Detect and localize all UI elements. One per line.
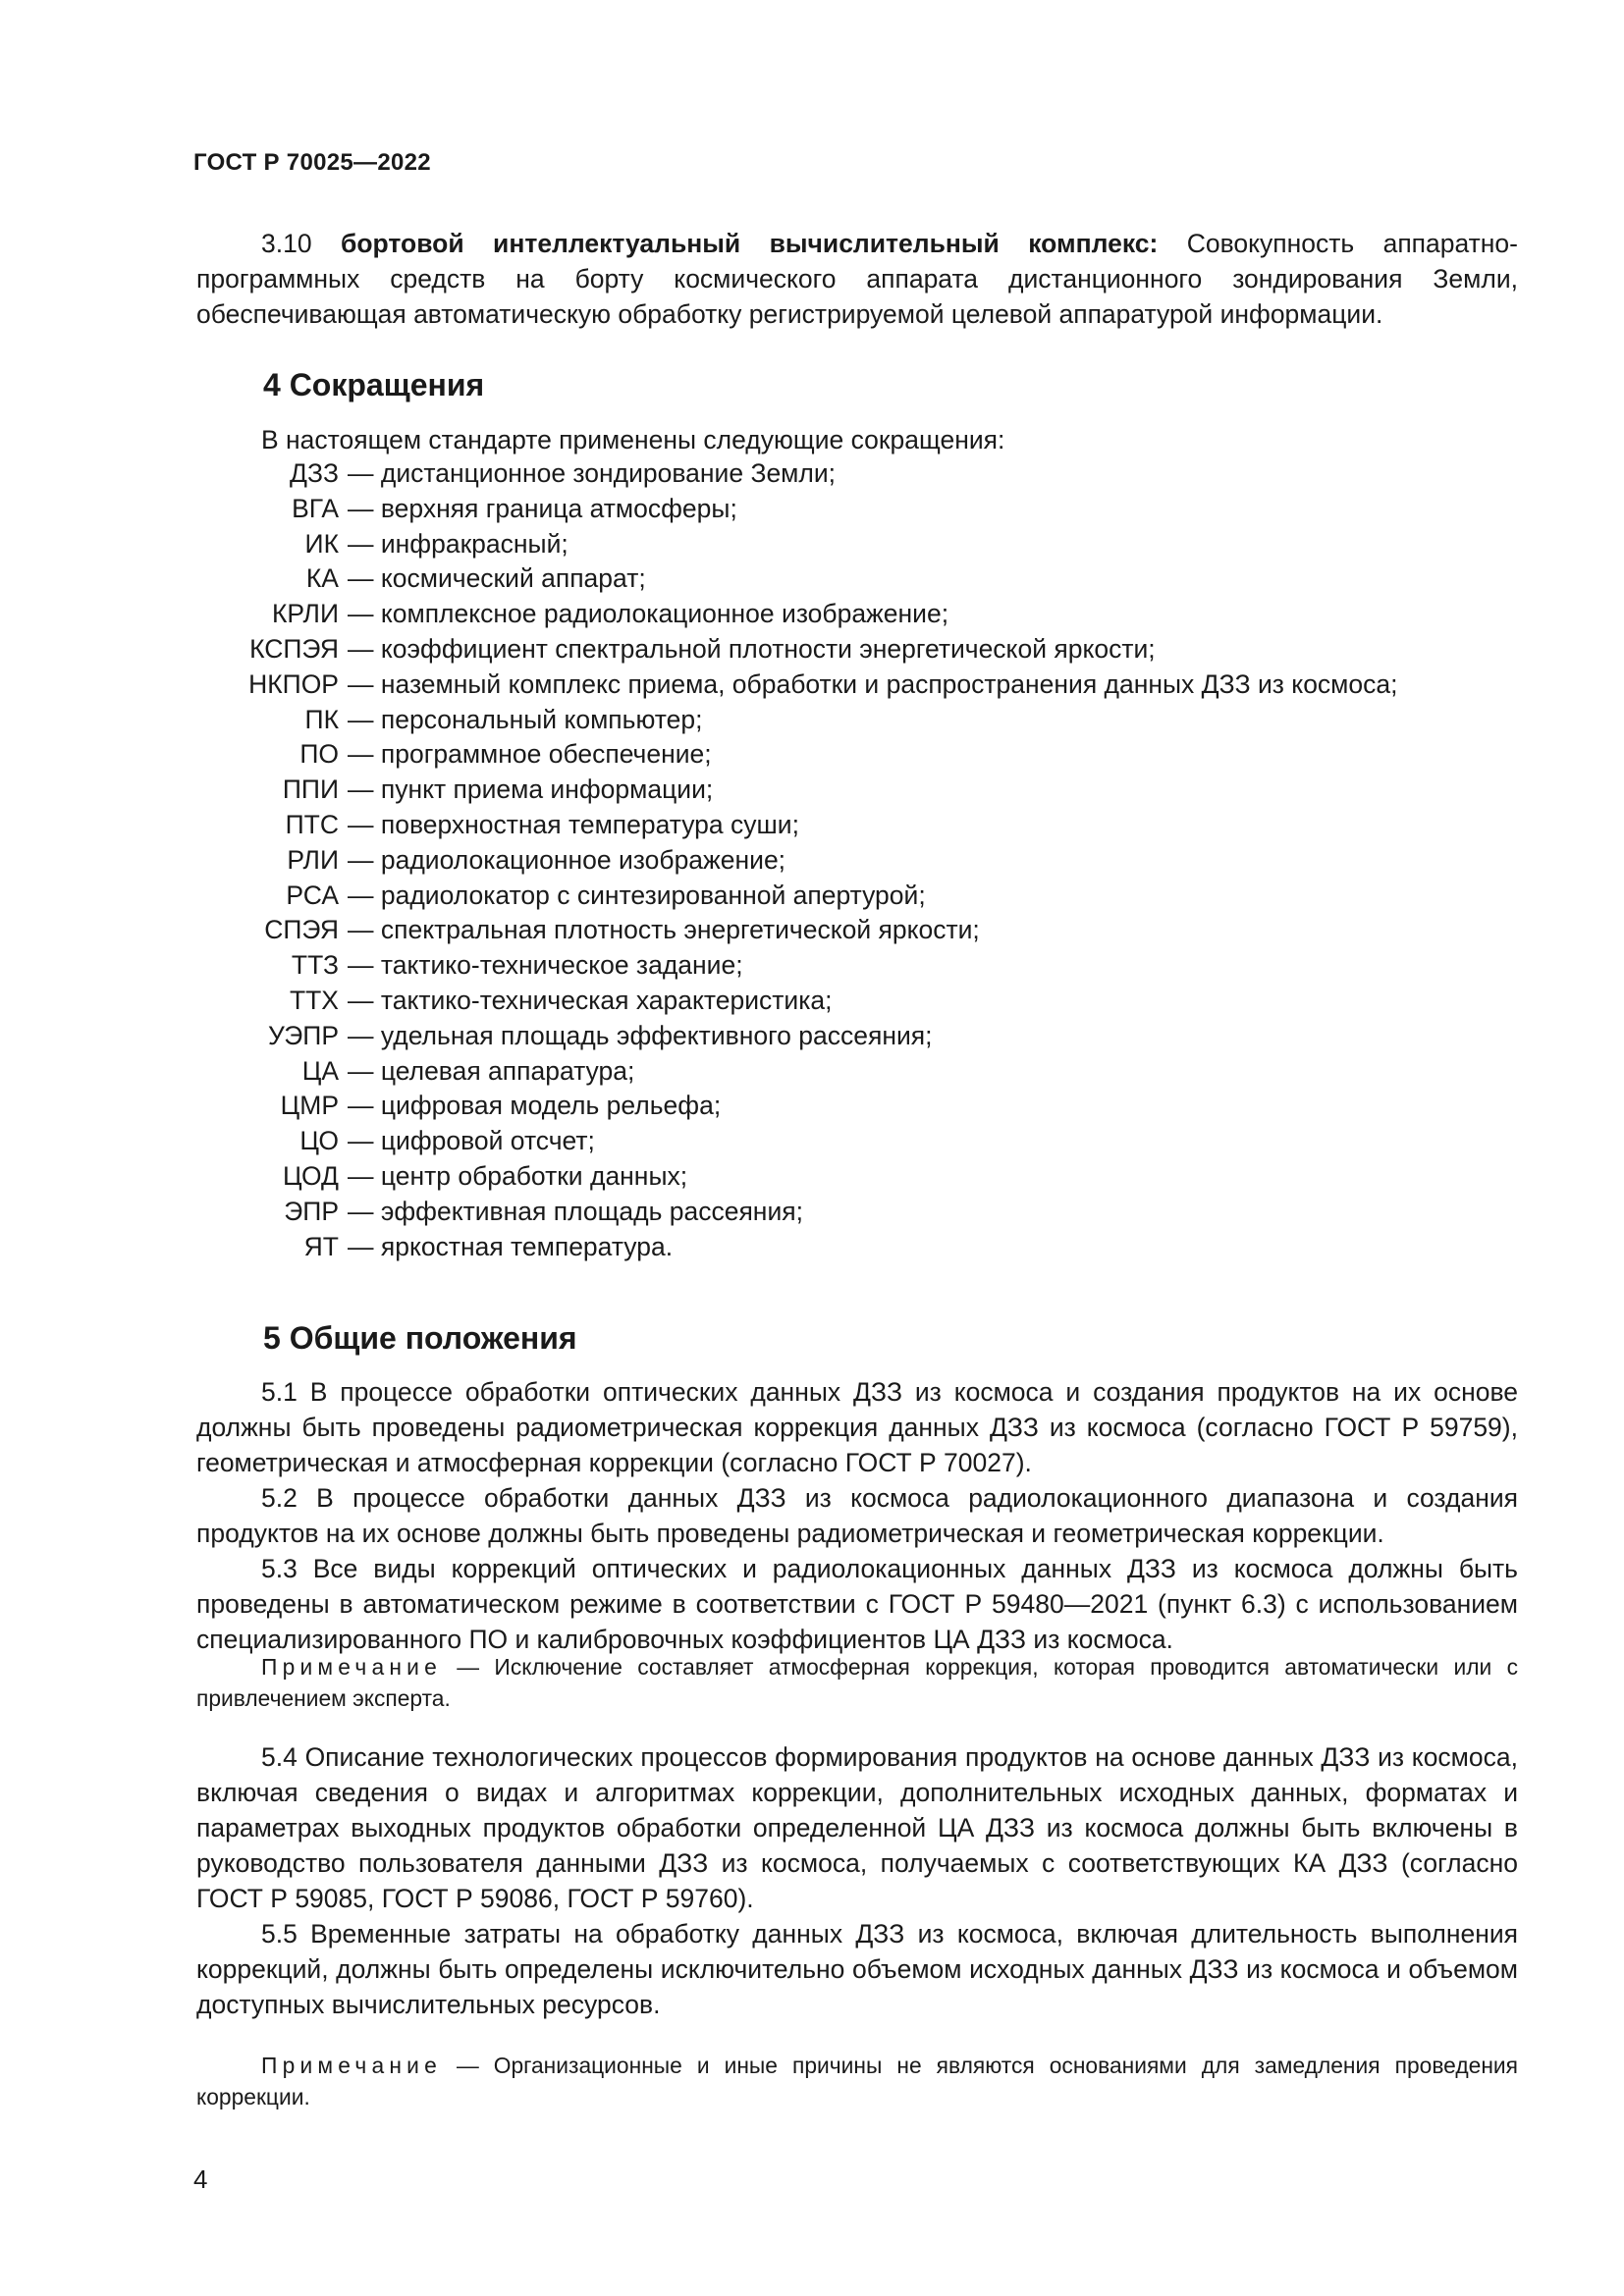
- abbreviation-item: [187, 632, 1398, 667]
- abbreviation-definition: — наземный комплекс приема, обработки и распространения данных ДЗЗ из космоса;: [348, 668, 1398, 699]
- abbreviation-item: [187, 808, 1398, 843]
- abbreviation-code: ЭПР: [284, 1196, 339, 1226]
- paragraph-5-1: 5.1 В процессе обработки оптических данных ДЗЗ из космоса и создания продуктов на их основе должны быть проведены радиометрическая коррекция данных ДЗЗ из космоса (согласно ГОСТ Р 59759), геометрическая и атмосферная коррекции (согласно ГОСТ Р 70027).: [196, 1377, 1518, 1477]
- abbreviation-definition: — инфракрасный;: [348, 528, 568, 559]
- abbreviation-definition: — верхняя граница атмосферы;: [348, 493, 737, 523]
- abbreviation-definition: — целевая аппаратура;: [348, 1055, 635, 1086]
- paragraph-5-5: 5.5 Временные затраты на обработку данных ДЗЗ из космоса, включая длительность выполнения коррекций, должны быть определены исключительно объемом исходных данных ДЗЗ из космоса и объемом доступных вычислительных ресурсов.: [196, 1919, 1518, 2019]
- abbreviation-code: ЦОД: [283, 1160, 339, 1191]
- abbreviation-code: ТТХ: [289, 985, 339, 1015]
- abbreviation-item: [187, 1230, 1398, 1265]
- abbreviation-code: ЦМР: [280, 1091, 339, 1121]
- abbreviation-item: [187, 492, 1398, 527]
- term-definition: Совокупность аппаратно-программных средств на борту космического аппарата дистанционного зондирования Земли, обеспечивающая автоматическую обработку регистрируемой целевой аппаратурой информации.: [196, 229, 1518, 329]
- abbreviation-code: РЛИ: [287, 844, 339, 875]
- abbreviation-definition: — радиолокационное изображение;: [348, 844, 786, 875]
- note-2-paragraph: [196, 2050, 1518, 2112]
- document-header: ГОСТ Р 70025—2022: [193, 149, 431, 176]
- abbreviation-definition: — коэффициент спектральной плотности энергетической яркости;: [348, 633, 1156, 664]
- abbreviation-code: НКПОР: [248, 668, 339, 699]
- abbreviation-code: КРЛИ: [271, 599, 339, 629]
- abbreviation-item: [187, 1019, 1398, 1054]
- abbreviation-definition: — дистанционное зондирование Земли;: [348, 458, 837, 488]
- note-1: [196, 1651, 1518, 1714]
- abbreviation-code: ПТС: [285, 809, 339, 839]
- paragraph-5-2: 5.2 В процессе обработки данных ДЗЗ из космоса радиолокационного диапазона и создания продуктов на их основе должны быть проведены радиометрическая и геометрическая коррекции.: [196, 1483, 1518, 1548]
- abbreviation-code: ВГА: [292, 493, 339, 523]
- abbreviation-item: [187, 1159, 1398, 1195]
- abbreviation-code: ППИ: [282, 774, 339, 805]
- term-number: 3.10: [261, 229, 312, 258]
- abbreviation-definition: — эффективная площадь рассеяния;: [348, 1196, 803, 1226]
- abbreviation-code: ПО: [299, 739, 339, 770]
- term-3-10: [196, 226, 1518, 332]
- abbreviation-item: [187, 1054, 1398, 1090]
- note-1-paragraph: [196, 1651, 1518, 1714]
- abbreviation-definition: — спектральная плотность энергетической яркости;: [348, 915, 980, 945]
- abbreviation-code: КСПЭЯ: [249, 633, 339, 664]
- abbreviation-code: КА: [305, 563, 339, 594]
- paragraph-5-3: 5.3 Все виды коррекций оптических и радиолокационных данных ДЗЗ из космоса должны быть проведены в автоматическом режиме в соответствии с ГОСТ Р 59480—2021 (пункт 6.3) с использованием специализированного ПО и калибровочных коэффициентов ЦА ДЗЗ из космоса.: [196, 1554, 1518, 1654]
- abbreviation-definition: — радиолокатор с синтезированной апертурой;: [348, 880, 926, 910]
- abbreviation-code: ИК: [304, 528, 339, 559]
- abbreviation-code: ЦО: [299, 1126, 339, 1156]
- note-2: [196, 2050, 1518, 2112]
- abbreviation-item: [187, 879, 1398, 914]
- abbreviation-definition: — космический аппарат;: [348, 563, 646, 594]
- abbreviation-definition: — цифровой отсчет;: [348, 1126, 595, 1156]
- page-number: 4: [193, 2164, 208, 2194]
- section-5-body: [196, 1374, 1518, 1657]
- abbreviation-definition: — яркостная температура.: [348, 1231, 674, 1261]
- abbreviation-definition: — тактико-техническое задание;: [348, 950, 743, 981]
- abbreviation-code: УЭПР: [267, 1020, 339, 1050]
- abbreviation-item: [187, 948, 1398, 984]
- abbreviation-code: ЯТ: [303, 1231, 339, 1261]
- abbreviation-item: [187, 1089, 1398, 1124]
- abbreviation-item: [187, 456, 1398, 492]
- abbreviation-definition: — тактико-техническая характеристика;: [348, 985, 833, 1015]
- term-paragraph: [196, 226, 1518, 332]
- term-name: бортовой интеллектуальный вычислительный комплекс:: [341, 229, 1159, 258]
- abbreviation-definition: — цифровая модель рельефа;: [348, 1091, 722, 1121]
- abbreviation-item: [187, 561, 1398, 597]
- section-5-body-2: [196, 1739, 1518, 2022]
- note-label: Примечание: [261, 2053, 442, 2078]
- abbreviation-code: ТТЗ: [291, 950, 339, 981]
- section-4-intro: [196, 422, 1518, 457]
- abbreviation-item: [187, 773, 1398, 808]
- abbreviation-item: [187, 667, 1398, 703]
- note-text: — Исключение составляет атмосферная коррекция, которая проводится автоматически или с привлечением эксперта.: [196, 1654, 1518, 1711]
- abbreviation-code: ПК: [304, 704, 339, 734]
- abbreviation-code: СПЭЯ: [264, 915, 339, 945]
- abbreviation-definition: — программное обеспечение;: [348, 739, 712, 770]
- note-label: Примечание: [261, 1654, 442, 1680]
- abbreviation-definition: — центр обработки данных;: [348, 1160, 688, 1191]
- note-text: — Организационные и иные причины не являются основаниями для замедления проведения коррекции.: [196, 2053, 1518, 2109]
- abbreviations-list: [187, 456, 1398, 1264]
- abbreviation-definition: — пункт приема информации;: [348, 774, 714, 805]
- abbreviation-item: [187, 1195, 1398, 1230]
- abbreviation-item: [187, 737, 1398, 773]
- abbreviation-definition: — комплексное радиолокационное изображение;: [348, 599, 949, 629]
- abbreviation-item: [187, 843, 1398, 879]
- abbreviation-code: ЦА: [301, 1055, 339, 1086]
- abbreviation-definition: — персональный компьютер;: [348, 704, 703, 734]
- abbreviations-intro: В настоящем стандарте применены следующие сокращения:: [261, 425, 1005, 454]
- abbreviation-code: РСА: [286, 880, 339, 910]
- section-4-title: 4 Сокращения: [263, 367, 485, 402]
- abbreviation-item: [187, 1124, 1398, 1159]
- abbreviation-item: [187, 984, 1398, 1019]
- abbreviation-definition: — удельная площадь эффективного рассеяния;: [348, 1020, 933, 1050]
- abbreviation-item: [187, 913, 1398, 948]
- abbreviation-code: ДЗЗ: [290, 458, 339, 488]
- paragraph-5-4: 5.4 Описание технологических процессов формирования продуктов на основе данных ДЗЗ из космоса, включая сведения о видах и алгоритмах коррекции, дополнительных исходных данных, форматах и параметрах выходных продуктов обработки определенной ЦА ДЗЗ из космоса должны быть включены в руководство пользователя данными ДЗЗ из космоса, получаемых с соответствующих КА ДЗЗ (согласно ГОСТ Р 59085, ГОСТ Р 59086, ГОСТ Р 59760).: [196, 1742, 1518, 1913]
- abbreviation-item: [187, 527, 1398, 562]
- abbreviation-item: [187, 597, 1398, 632]
- abbreviation-definition: — поверхностная температура суши;: [348, 809, 799, 839]
- section-5-title: 5 Общие положения: [263, 1320, 577, 1356]
- abbreviation-item: [187, 703, 1398, 738]
